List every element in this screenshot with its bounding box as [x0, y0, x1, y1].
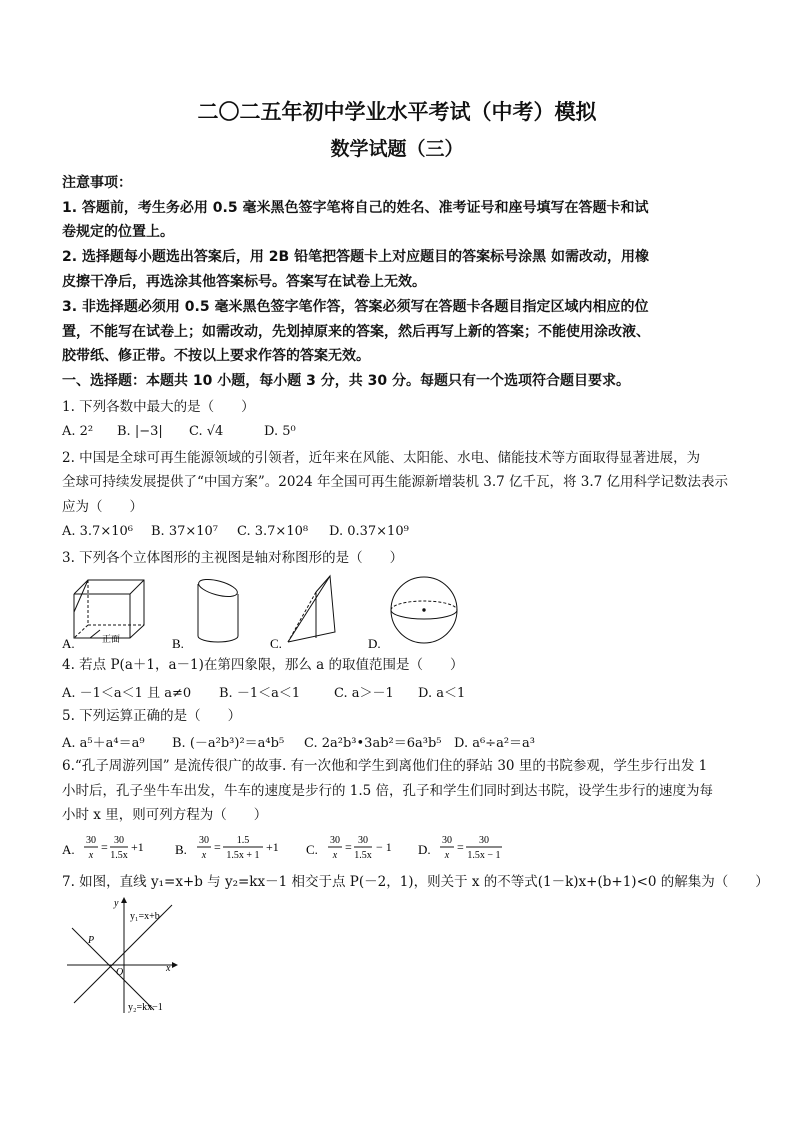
fraction-denominator: 1.5x + 1 [226, 850, 260, 861]
notice-line: 卷规定的位置上。 [62, 224, 174, 240]
question-4-options [62, 682, 465, 701]
option-b: B. 37×10⁷ [151, 524, 219, 539]
figure-c-pyramid [288, 576, 335, 642]
question-7-graph [62, 893, 202, 1018]
figure-d-sphere [391, 577, 457, 643]
exam-subtitle: 数学试题（三） [330, 138, 464, 160]
option-d: D. a＜1 [418, 686, 466, 701]
figure-b-cylinder [197, 576, 239, 642]
question-5-options [62, 732, 535, 751]
fraction-numerator: 30 [330, 835, 340, 846]
figure-a-prism [74, 580, 144, 638]
notice-heading: 注意事项： [62, 175, 132, 191]
notice-line: 置，不能写在试卷上；如需改动，先划掉原来的答案，然后再写上新的答案；不能使用涂改液、 [62, 324, 650, 340]
fraction-numerator: 30 [358, 835, 368, 846]
fraction-denominator: x [332, 850, 338, 861]
question-2-options [62, 524, 409, 539]
fraction-denominator: 1.5x − 1 [467, 850, 501, 861]
svg-text:=: = [345, 840, 352, 854]
notice-line: 1. 答题前，考生务必用 0.5 毫米黑色签字笔将自己的姓名、准考证号和座号填写在答题卡和试 [62, 200, 649, 216]
option-a: A. 2² [62, 424, 94, 439]
section-heading: 一、选择题：本题共 10 小题，每小题 3 分，共 30 分。每题只有一个选项符合题目要求。 [62, 373, 630, 389]
option-c: C. 2a²b³•3ab²＝6a³b⁵ [304, 736, 442, 751]
svg-text:=: = [457, 840, 464, 854]
fraction-numerator: 30 [479, 835, 489, 846]
option-b: B. (－a²b³)²＝a⁴b⁵ [172, 736, 285, 751]
question-3-figures [60, 570, 480, 655]
option-c: C. a＞－1 [334, 686, 394, 701]
fraction-denominator: 1.5x [110, 850, 128, 861]
fraction-denominator: x [444, 850, 450, 861]
option-label: A. [62, 842, 75, 857]
question-7-stem: 7. 如图，直线 y₁=x+b 与 y₂=kx－1 相交于点 P(－2，1)，则关于 x 的不等式(1－k)x+(b+1)<0 的解集为（ ） [62, 874, 769, 890]
question-2-line: 全球可持续发展提供了“中国方案”。2024 年全国可再生能源新增装机 3.7 亿千瓦，将 3.7 亿用科学记数法表示 [62, 474, 729, 490]
fraction-numerator: 30 [199, 835, 209, 846]
point-p-label: P [88, 935, 95, 946]
origin-label: O [116, 967, 124, 978]
question-1-options [62, 424, 296, 439]
question-3-stem: 3. 下列各个立体图形的主视图是轴对称图形的是（ ） [62, 550, 404, 566]
question-2-line: 2. 中国是全球可再生能源领域的引领者，近年来在风能、太阳能、水电、储能技术等方面取得显著进展，为 [62, 450, 701, 466]
option-c [306, 835, 392, 861]
fraction-denominator: x [88, 850, 94, 861]
figure-label-c: C. [270, 636, 282, 651]
exam-title: 二〇二五年初中学业水平考试（中考）模拟 [197, 100, 597, 124]
option-tail: +1 [131, 840, 144, 854]
question-6-options [60, 830, 520, 866]
option-c: C. √4 [189, 424, 224, 439]
fraction-numerator: 1.5 [236, 835, 250, 846]
fraction-numerator: 30 [114, 835, 124, 846]
fraction-denominator: x [201, 850, 207, 861]
option-a: A. 3.7×10⁶ [62, 524, 133, 539]
x-axis-label: x [166, 963, 171, 974]
option-label: C. [306, 842, 318, 857]
question-1-stem: 1. 下列各数中最大的是（ ） [62, 399, 255, 415]
option-label: D. [418, 842, 431, 857]
figure-label-a: A. [62, 636, 75, 651]
front-label: 正面 [102, 634, 121, 644]
option-tail: − 1 [376, 840, 392, 854]
notice-line: 3. 非选择题必须用 0.5 毫米黑色签字笔作答，答案必须写在答题卡各题目指定区域内相应的位 [62, 299, 649, 315]
fraction-numerator: 30 [86, 835, 96, 846]
question-4-stem: 4. 若点 P(a＋1，a－1)在第四象限，那么 a 的取值范围是（ ） [62, 657, 464, 673]
option-a: A. a⁵＋a⁴＝a⁹ [62, 736, 145, 751]
fraction-denominator: 1.5x [354, 850, 372, 861]
notice-line: 2. 选择题每小题选出答案后，用 2B 铅笔把答题卡上对应题目的答案标号涂黑 如需改动，用橡 [62, 249, 649, 265]
question-6-line: 6.“孔子周游列国” 是流传很广的故事. 有一次他和学生到离他们住的驿站 30 里的书院参观，学生步行出发 1 [62, 758, 708, 774]
option-d: D. a⁶÷a²＝a³ [454, 736, 536, 751]
y-axis-label: y [114, 898, 119, 909]
option-b: B. －1＜a＜1 [219, 686, 301, 701]
option-d [418, 835, 502, 861]
option-a [62, 835, 144, 861]
option-b [175, 835, 279, 861]
question-2-line: 应为（ ） [62, 499, 143, 515]
option-label: B. [175, 842, 187, 857]
question-6-line: 小时 x 里，则可列方程为（ ） [62, 807, 268, 823]
notice-line: 皮擦干净后，再选涂其他答案标号。答案写在试卷上无效。 [62, 274, 426, 290]
line-y2 [72, 928, 154, 1010]
option-d: D. 0.37×10⁹ [329, 524, 409, 539]
notice-line: 胶带纸、修正带。不按以上要求作答的答案无效。 [62, 348, 370, 364]
option-b: B. |−3| [117, 424, 163, 439]
option-c: C. 3.7×10⁸ [237, 524, 309, 539]
line-y2-label: y₂=kx−1 [128, 1002, 163, 1013]
svg-text:=: = [101, 840, 108, 854]
figure-label-d: D. [368, 636, 381, 651]
fraction-numerator: 30 [442, 835, 452, 846]
option-d: D. 5⁰ [264, 424, 296, 439]
question-6-line: 小时后，孔子坐牛车出发，牛车的速度是步行的 1.5 倍，孔子和学生们同时到达书院，设学生步行的速度为每 [62, 783, 714, 799]
line-y1-label: y₁=x+b [130, 911, 160, 922]
svg-text:=: = [214, 840, 221, 854]
question-5-stem: 5. 下列运算正确的是（ ） [62, 708, 242, 724]
option-tail: +1 [266, 840, 279, 854]
figure-label-b: B. [172, 636, 184, 651]
option-a: A. －1＜a＜1 且 a≠0 [62, 686, 192, 701]
